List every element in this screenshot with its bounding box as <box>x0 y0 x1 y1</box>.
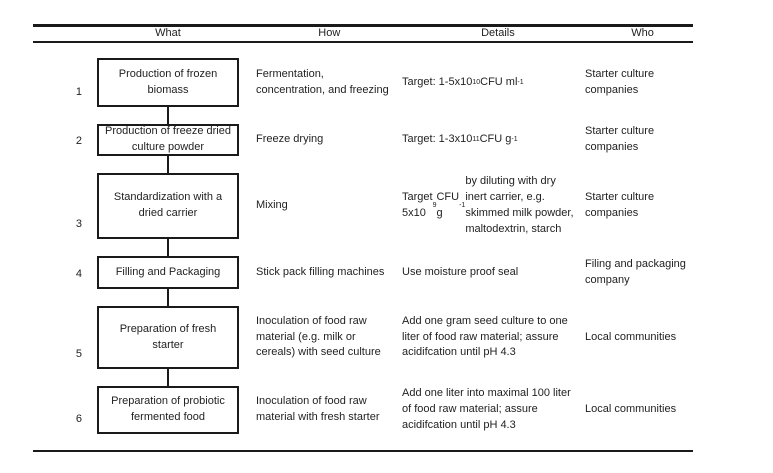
step-box <box>97 386 239 434</box>
details-cell: Use moisture proof seal <box>402 265 519 278</box>
flow-connector-line <box>167 156 169 173</box>
step-box-label: Preparation of fresh starter <box>119 322 217 351</box>
step-box <box>97 58 239 107</box>
column-header-what: What <box>155 27 181 40</box>
flow-connector-line <box>167 369 169 386</box>
details-cell: Target 5x10 9 CFU g -1 by diluting with dry inert carrier, e.g. skimmed milk powder, maltodextrin, starch <box>402 175 574 235</box>
how-cell: Freeze drying <box>256 133 324 146</box>
how-cell: Fermentation, concentration, and freezing <box>256 67 389 96</box>
process-steps <box>33 58 693 434</box>
step-box-label: Preparation of probiotic fermented food <box>111 395 225 423</box>
who-cell: Starter culture companies <box>585 67 655 96</box>
process-step-row <box>33 306 693 369</box>
details-cell: Add one liter into maximal 100 liter of food raw material; assure acidifcation until pH 4.3 <box>402 387 571 431</box>
step-box-label: Filling and Packaging <box>115 265 221 278</box>
step-box <box>97 256 239 289</box>
process-step-row <box>33 124 693 156</box>
details-cell: Add one gram seed culture to one liter of food raw material; assure acidifcation until pH 4.3 <box>402 314 568 359</box>
step-number: 4 <box>75 268 82 281</box>
bottom-rule <box>33 450 693 452</box>
how-cell: Stick pack filling machines <box>256 265 385 278</box>
what-cell <box>97 256 239 289</box>
what-cell <box>97 386 239 434</box>
who-cell: Starter culture companies <box>585 125 655 153</box>
step-number: 6 <box>75 413 82 426</box>
details-cell: Target: 1-5x10 10 CFU ml -1 <box>402 75 524 88</box>
how-cell: Mixing <box>256 199 288 212</box>
flow-connector-line <box>167 107 169 124</box>
step-box-label: Production of freeze dried culture powder <box>105 125 231 153</box>
process-step-row <box>33 58 693 107</box>
who-cell: Starter culture companies <box>585 191 655 219</box>
what-cell <box>97 306 239 369</box>
step-box <box>97 173 239 239</box>
what-cell <box>97 173 239 239</box>
header-spacer <box>33 31 97 37</box>
how-cell: Inoculation of food raw material with fresh starter <box>256 395 380 423</box>
column-header-details: Details <box>481 27 515 40</box>
column-headers <box>33 27 693 41</box>
flow-connector-line <box>167 239 169 256</box>
how-cell: Inoculation of food raw material (e.g. milk or cereals) with seed culture <box>256 314 381 359</box>
step-box-label: Production of frozen biomass <box>118 67 218 96</box>
details-cell: Target: 1-3x10 11 CFU g -1 <box>402 133 518 146</box>
who-cell: Local communities <box>585 330 677 343</box>
process-flow-table <box>33 24 693 452</box>
who-cell: Local communities <box>585 403 677 416</box>
step-box <box>97 124 239 156</box>
column-header-who: Who <box>631 27 654 40</box>
process-step-row <box>33 256 693 289</box>
what-cell <box>97 124 239 156</box>
flow-connector-line <box>167 289 169 306</box>
step-number: 1 <box>75 86 82 99</box>
who-cell: Filing and packaging company <box>585 257 686 286</box>
step-number: 5 <box>75 348 82 361</box>
step-box-label: Standardization with a dried carrier <box>113 191 223 219</box>
process-step-row <box>33 173 693 239</box>
column-header-how: How <box>318 27 341 40</box>
what-cell <box>97 58 239 107</box>
step-number: 2 <box>75 135 82 148</box>
step-box <box>97 306 239 369</box>
process-step-row <box>33 386 693 434</box>
step-number: 3 <box>75 218 82 231</box>
